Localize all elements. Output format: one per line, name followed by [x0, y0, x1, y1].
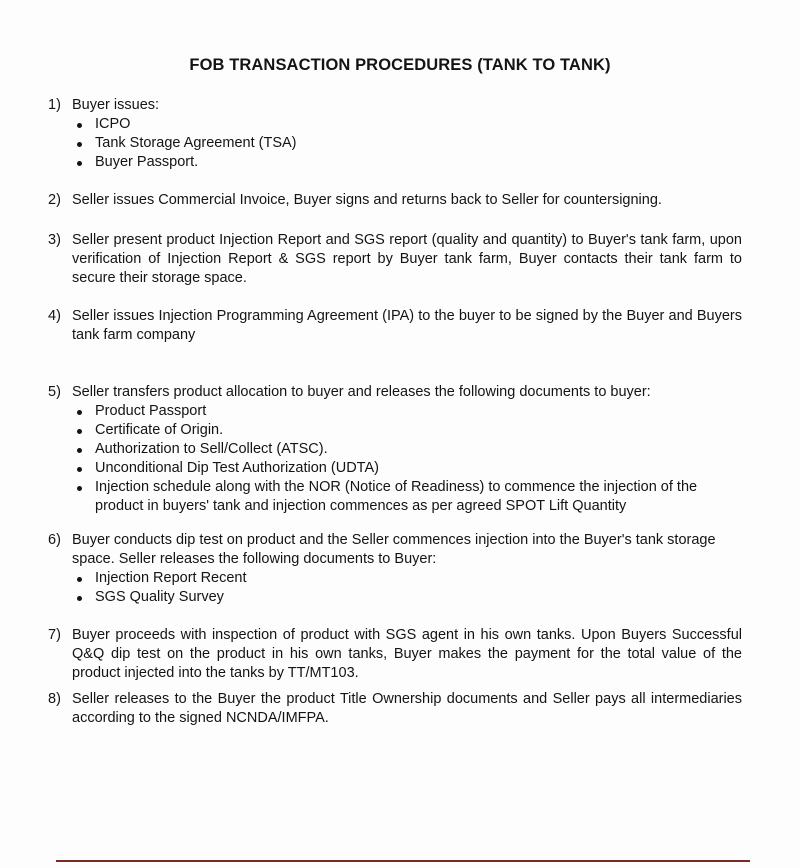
bullet-icon: [77, 161, 82, 166]
step-text: Seller transfers product allocation to buyer and releases the following documents to buyer:: [72, 384, 651, 400]
bullet-item: Unconditional Dip Test Authorization (UDTA): [72, 459, 742, 478]
bullet-item: ICPO: [72, 115, 742, 134]
step-text: Seller releases to the Buyer the product Title Ownership documents and Seller pays all intermediaries according to the signed NCNDA/IMFPA.: [72, 691, 742, 726]
bullet-icon: [77, 123, 82, 128]
procedure-step-2: [48, 191, 748, 210]
bullet-icon: [77, 142, 82, 147]
bullet-icon: [77, 486, 82, 491]
bullet-item: Certificate of Origin.: [72, 421, 742, 440]
bullet-list: [72, 115, 742, 172]
step-number: 4): [48, 308, 61, 324]
bullet-item: Tank Storage Agreement (TSA): [72, 134, 742, 153]
step-number: 7): [48, 627, 61, 643]
bullet-icon: [77, 410, 82, 415]
bullet-item: Injection Report Recent: [72, 569, 742, 588]
step-number: 5): [48, 384, 61, 400]
step-text: Buyer proceeds with inspection of product with SGS agent in his own tanks. Upon Buyers Successful Q&Q dip test on the product in his own tanks, Buyer makes the payment for the total value of the product injected into the tanks by TT/MT103.: [72, 627, 742, 681]
step-text: Seller present product Injection Report and SGS report (quality and quantity) to Buyer's tank farm, upon verification of Injection Report & SGS report by Buyer tank farm, Buyer contacts their tank farm to secure their storage space.: [72, 232, 742, 286]
footer-divider: [56, 860, 750, 862]
procedure-step-3: [48, 231, 748, 288]
procedure-step-1: [48, 96, 748, 172]
bullet-icon: [77, 429, 82, 434]
bullet-list: [72, 569, 742, 607]
bullet-icon: [77, 448, 82, 453]
procedure-step-4: [48, 307, 748, 345]
procedure-step-5: [48, 383, 748, 516]
procedure-step-8: [48, 690, 748, 728]
procedure-step-7: [48, 626, 748, 683]
step-number: 6): [48, 532, 61, 548]
step-text: Seller issues Injection Programming Agreement (IPA) to the buyer to be signed by the Buyer and Buyers tank farm company: [72, 308, 742, 343]
step-number: 3): [48, 232, 61, 248]
step-text: Buyer conducts dip test on product and the Seller commences injection into the Buyer's tank storage space. Seller releases the following documents to Buyer:: [72, 532, 716, 567]
step-text: Buyer issues:: [72, 97, 160, 113]
bullet-icon: [77, 467, 82, 472]
step-number: 8): [48, 691, 61, 707]
bullet-list: [72, 402, 742, 516]
bullet-icon: [77, 596, 82, 601]
document-title: FOB TRANSACTION PROCEDURES (TANK TO TANK): [189, 56, 611, 74]
procedure-step-6: [48, 531, 748, 607]
bullet-item: Product Passport: [72, 402, 742, 421]
bullet-item: Authorization to Sell/Collect (ATSC).: [72, 440, 742, 459]
bullet-item: Injection schedule along with the NOR (Notice of Readiness) to commence the injection of the product in buyers' tank and injection commences as per agreed SPOT Lift Quantity: [72, 478, 742, 516]
bullet-icon: [77, 577, 82, 582]
bullet-item: SGS Quality Survey: [72, 588, 742, 607]
step-number: 1): [48, 97, 61, 113]
step-number: 2): [48, 192, 61, 208]
bullet-item: Buyer Passport.: [72, 153, 742, 172]
step-text: Seller issues Commercial Invoice, Buyer signs and returns back to Seller for countersigning.: [72, 192, 662, 208]
